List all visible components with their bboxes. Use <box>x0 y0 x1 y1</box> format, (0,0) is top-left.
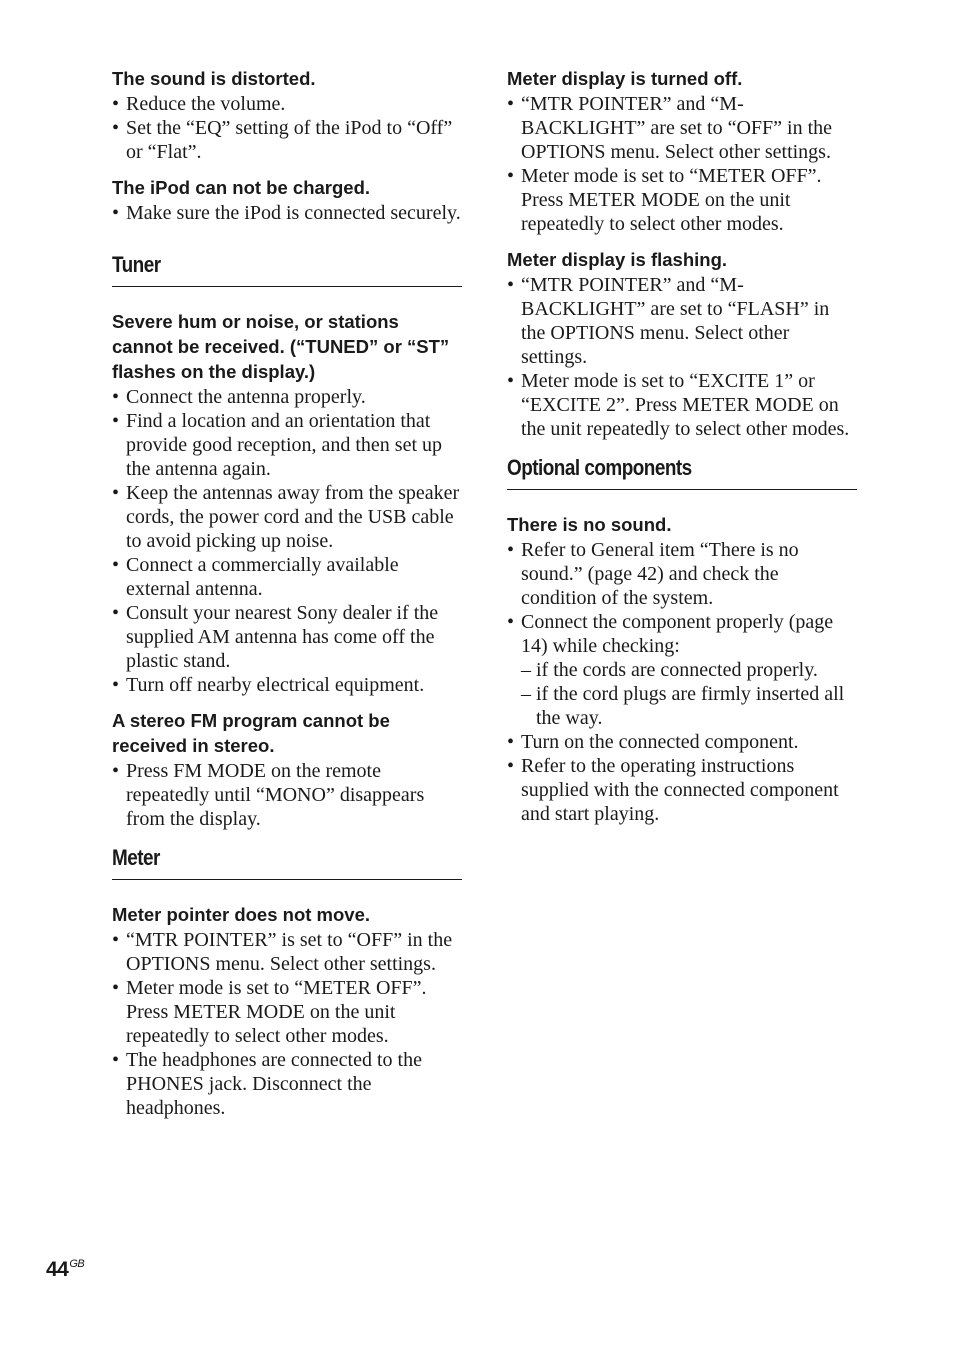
section-rule <box>112 286 462 287</box>
subheading-display-off: Meter display is turned off. <box>507 68 743 89</box>
list-display-off <box>507 92 857 236</box>
section-rule <box>112 879 462 880</box>
list-item: • Turn off nearby electrical equipment. <box>112 673 462 697</box>
list-item: • “MTR POINTER” is set to “OFF” in the OPTIONS menu. Select other settings. <box>112 928 462 976</box>
subheading-hum-noise: Severe hum or noise, or stations cannot be received. (“TUNED” or “ST” flashes on the display.) <box>112 311 450 382</box>
list-meter-pointer <box>112 928 462 1120</box>
section-heading-meter: Meter <box>112 845 160 870</box>
section-tuner <box>112 252 462 831</box>
section-heading-tuner: Tuner <box>112 252 161 277</box>
list-item: • Refer to General item “There is no sound.” (page 42) and check the condition of the system. <box>507 538 857 610</box>
list-item: • Meter mode is set to “METER OFF”. Press METER MODE on the unit repeatedly to select other modes. <box>507 164 857 236</box>
list-item: • Make sure the iPod is connected securely. <box>112 201 462 225</box>
list-item: • Meter mode is set to “EXCITE 1” or “EXCITE 2”. Press METER MODE on the unit repeatedly to select other modes. <box>507 369 857 441</box>
tuner-hum-group <box>112 309 462 697</box>
list-hum-noise <box>112 385 462 697</box>
subheading-display-flashing: Meter display is flashing. <box>507 249 728 270</box>
list-item: • Consult your nearest Sony dealer if the supplied AM antenna has come off the plastic stand. <box>112 601 462 673</box>
left-column <box>112 66 462 1131</box>
list-item: • Refer to the operating instructions supplied with the connected component and start playing. <box>507 754 857 826</box>
page-number <box>46 1251 84 1283</box>
list-item: • Set the “EQ” setting of the iPod to “Off” or “Flat”. <box>112 116 462 164</box>
sub-list-checks <box>521 658 857 730</box>
list-item: • Keep the antennas away from the speaker cords, the power cord and the USB cable to avoid picking up noise. <box>112 481 462 553</box>
no-sound-group <box>507 512 857 826</box>
list-item-text: Connect the component properly (page 14) while checking: <box>521 611 834 657</box>
page-region-suffix: GB <box>69 1258 85 1270</box>
list-item: • Reduce the volume. <box>112 92 462 116</box>
list-item: • Find a location and an orientation that provide good reception, and then set up the antenna again. <box>112 409 462 481</box>
section-meter <box>112 845 462 1120</box>
list-item: • Press FM MODE on the remote repeatedly until “MONO” disappears from the display. <box>112 759 462 831</box>
list-item: • Connect the antenna properly. <box>112 385 462 409</box>
sub-list-item: – if the cords are connected properly. <box>521 658 857 682</box>
list-no-sound <box>507 538 857 826</box>
display-flashing-group <box>507 247 857 441</box>
sub-list-item: – if the cord plugs are firmly inserted all the way. <box>521 682 857 730</box>
list-item <box>507 610 857 730</box>
sound-distorted-group <box>112 66 462 164</box>
section-optional-components <box>507 455 857 826</box>
subheading-no-sound: There is no sound. <box>507 514 672 535</box>
section-rule <box>507 489 857 490</box>
list-item: • Connect a commercially available external antenna. <box>112 553 462 601</box>
meter-pointer-group <box>112 902 462 1120</box>
list-item: • Turn on the connected component. <box>507 730 857 754</box>
subheading-sound-distorted: The sound is distorted. <box>112 68 316 89</box>
list-item: • Meter mode is set to “METER OFF”. Press METER MODE on the unit repeatedly to select other modes. <box>112 976 462 1048</box>
subheading-stereo-fm: A stereo FM program cannot be received in stereo. <box>112 710 390 756</box>
right-column <box>507 66 857 837</box>
subheading-meter-pointer: Meter pointer does not move. <box>112 904 371 925</box>
list-stereo-fm <box>112 759 462 831</box>
list-item: • “MTR POINTER” and “M-BACKLIGHT” are set to “OFF” in the OPTIONS menu. Select other settings. <box>507 92 857 164</box>
section-heading-optional: Optional components <box>507 455 692 480</box>
subheading-ipod-charge: The iPod can not be charged. <box>112 177 371 198</box>
list-ipod-charge <box>112 201 462 225</box>
list-sound-distorted <box>112 92 462 164</box>
page-number-value: 44 <box>46 1258 69 1281</box>
list-item: • The headphones are connected to the PHONES jack. Disconnect the headphones. <box>112 1048 462 1120</box>
tuner-stereo-group <box>112 708 462 831</box>
display-off-group <box>507 66 857 236</box>
ipod-charge-group <box>112 175 462 225</box>
list-display-flashing <box>507 273 857 441</box>
list-item: • “MTR POINTER” and “M-BACKLIGHT” are set to “FLASH” in the OPTIONS menu. Select other settings. <box>507 273 857 369</box>
